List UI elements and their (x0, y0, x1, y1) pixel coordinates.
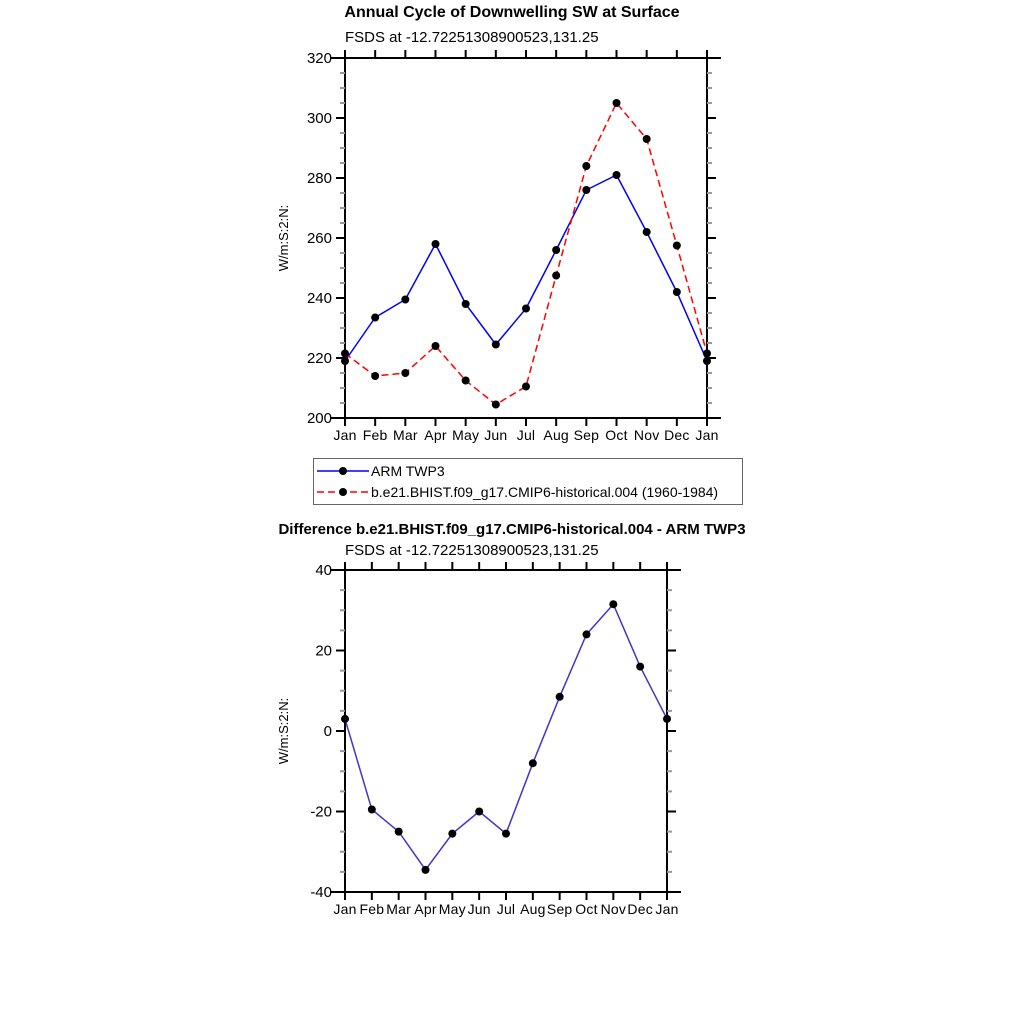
data-point-marker (582, 162, 590, 170)
y-tick-label: 260 (306, 230, 332, 247)
data-point-marker (371, 372, 379, 380)
x-tick-label: May (438, 901, 466, 917)
y-tick-label: 220 (306, 350, 332, 367)
data-point-marker (643, 228, 651, 236)
legend-item-cmip6-historical (317, 483, 742, 501)
x-tick-label: Sep (573, 427, 600, 443)
y-tick-label: -40 (310, 884, 332, 901)
y-tick-label: 20 (315, 642, 332, 660)
data-point-marker (401, 296, 409, 304)
data-point-marker (395, 828, 403, 836)
legend (313, 458, 743, 505)
top-chart-title: Annual Cycle of Downwelling SW at Surface (344, 4, 680, 21)
y-axis-ticks (310, 562, 676, 901)
data-point-marker (703, 350, 711, 358)
y-tick-label: 200 (306, 410, 332, 427)
data-point-marker (341, 357, 349, 365)
data-point-marker (552, 272, 560, 280)
x-tick-label: Feb (362, 427, 388, 443)
top-chart-subtitle: FSDS at -12.72251308900523,131.25 (345, 29, 599, 46)
data-point-marker (422, 866, 430, 874)
data-point-marker (492, 341, 500, 349)
x-tick-label: Apr (424, 427, 447, 443)
series-markers-1 (341, 99, 711, 409)
data-point-marker (502, 830, 510, 838)
data-point-marker (432, 342, 440, 350)
data-point-marker (492, 401, 500, 409)
data-point-marker (643, 135, 651, 143)
data-point-marker (703, 357, 711, 365)
data-point-marker (613, 171, 621, 179)
data-point-marker (368, 805, 376, 813)
x-tick-label: Apr (414, 901, 437, 917)
x-tick-label: Jun (467, 901, 491, 917)
data-point-marker (529, 759, 537, 767)
x-tick-label: Jun (484, 427, 508, 443)
y-tick-label: 300 (306, 110, 332, 127)
y-tick-label: 0 (323, 723, 332, 740)
data-point-marker (341, 350, 349, 358)
data-point-marker (432, 240, 440, 248)
data-point-marker (583, 630, 591, 638)
legend-item-arm-twp3 (317, 462, 742, 480)
data-point-marker (636, 663, 644, 671)
data-point-marker (613, 99, 621, 107)
x-tick-label: Jan (655, 901, 679, 917)
x-tick-label: Jan (695, 427, 719, 443)
data-point-marker (462, 377, 470, 385)
data-point-marker (552, 246, 560, 254)
x-tick-label: Aug (543, 427, 569, 443)
data-point-marker (673, 242, 681, 250)
x-tick-label: Dec (664, 427, 690, 443)
y-tick-label: 320 (306, 50, 332, 67)
x-tick-label: Nov (600, 901, 627, 917)
axis-frame (331, 570, 681, 892)
x-tick-label: Feb (359, 901, 385, 917)
y-tick-label: 240 (306, 290, 332, 307)
data-point-marker (582, 186, 590, 194)
y-tick-label: 40 (315, 562, 332, 579)
x-tick-label: Sep (546, 901, 573, 917)
legend-label-cmip6-historical: b.e21.BHIST.f09_g17.CMIP6-historical.004 (1960-1984) (371, 484, 719, 500)
data-point-marker (462, 300, 470, 308)
cmip6-historical-line-sample (317, 486, 369, 498)
y-axis-label: W/m:S:2:N: (276, 204, 291, 272)
data-point-marker (522, 383, 530, 391)
bottom-chart-title: Difference b.e21.BHIST.f09_g17.CMIP6-historical.004 - ARM TWP3 (278, 521, 746, 538)
y-tick-label: 280 (306, 170, 332, 187)
x-tick-label: Dec (627, 901, 653, 917)
bottom-chart-subtitle: FSDS at -12.72251308900523,131.25 (345, 542, 599, 559)
data-point-marker (448, 830, 456, 838)
y-axis-label: W/m:S:2:N: (276, 697, 291, 765)
x-tick-label: Jul (496, 901, 516, 917)
data-point-marker (673, 288, 681, 296)
x-tick-label: Jan (333, 427, 357, 443)
data-point-marker (341, 715, 349, 723)
series-line-1 (345, 103, 707, 405)
x-tick-label: Nov (633, 427, 660, 443)
arm-twp3-line-sample (317, 465, 369, 477)
y-tick-label: -20 (310, 803, 332, 821)
axis-frame (331, 58, 721, 418)
series-markers-0 (341, 600, 671, 874)
x-tick-label: Jul (516, 427, 536, 443)
data-point-marker (475, 808, 483, 816)
x-tick-label: May (452, 427, 480, 443)
x-tick-label: Mar (392, 427, 418, 443)
data-point-marker (609, 600, 617, 608)
top-chart-plot (250, 45, 770, 457)
data-point-marker (556, 693, 564, 701)
x-axis-ticks (333, 562, 678, 917)
data-point-marker (663, 715, 671, 723)
data-point-marker (371, 314, 379, 322)
data-point-marker (401, 369, 409, 377)
legend-label-arm-twp3: ARM TWP3 (371, 463, 445, 479)
x-tick-label: Jan (333, 901, 357, 917)
x-tick-label: Oct (605, 427, 628, 443)
x-tick-label: Aug (520, 901, 546, 917)
series-line-0 (345, 175, 707, 361)
x-tick-label: Mar (386, 901, 412, 917)
x-tick-label: Oct (575, 901, 598, 917)
series-markers-0 (341, 171, 711, 365)
data-point-marker (522, 305, 530, 313)
bottom-chart-plot (250, 558, 770, 930)
